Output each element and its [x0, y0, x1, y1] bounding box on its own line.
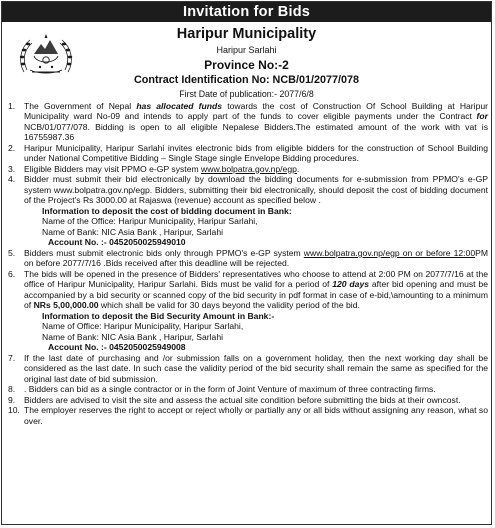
bank-doc-account: Account No. :- 0452050025949010	[48, 237, 186, 248]
notice-banner: Invitation for Bids	[2, 2, 491, 22]
egp-link[interactable]: www.bolpatra.gov.np/egp	[201, 163, 297, 174]
clause-text	[24, 248, 488, 269]
bank-security-office: Name of Office: Haripur Municipality, Haripur Sarlahi,	[42, 321, 244, 332]
bank-doc-heading: Information to deposit the cost of bidding document in Bank:	[42, 205, 292, 216]
clause-text-part: which shall be valid for 30 days beyond the validity period of the bid.	[98, 300, 360, 311]
notice-body	[8, 101, 488, 426]
clause-number: 8.	[8, 384, 16, 395]
clause-text-part: The Government of Nepal	[24, 101, 137, 111]
clause-text-part: NCB/01/077/078. Bidding is open to all eligible Nepalese Bidders.The estimated amount of the work with vat is 16755987.36	[24, 121, 488, 143]
municipality-name: Haripur Municipality	[176, 26, 317, 42]
bank-doc-info	[8, 206, 488, 248]
clause-emphasis: for	[476, 111, 488, 122]
clause-5	[8, 248, 488, 269]
clause-4	[8, 174, 488, 205]
clause-text-part: Eligible Bidders may visit PPMO e-GP system	[24, 163, 202, 174]
clause-text-part: Bidders must submit electronic bids only through PPMO's e-GP system	[24, 247, 304, 258]
clause-text	[24, 269, 488, 311]
security-amount: NRs 5,00,000.00	[33, 300, 99, 311]
clause-2	[8, 143, 488, 164]
clause-emphasis: has allocated funds	[136, 101, 223, 111]
clause-text-part: after bid opening and must be accompanied by a bid security or scanned copy of the bid security in pdf format in case of e-bid,\amounting to a minimum of	[24, 279, 488, 311]
clause-text: Bidders are advised to visit the site and assess the actual site condition before submitting the bids at their owncost.	[24, 394, 461, 405]
clause-text: Bidder must submit their bid electronically by download the bidding documents for e-submission from PPMO's e-GP system www.bolpatra.gov.np/egp. Bidders, submitting their bid electronically, should deposit the cost of bidding document of the Project's Rs 3000.00 at Rajaswa (revenue) account as specified below .	[24, 174, 488, 206]
clause-8	[8, 384, 488, 394]
validity-days: 120 days	[332, 279, 370, 290]
bank-security-account: Account No. :- 0452050025949008	[48, 342, 186, 353]
bank-security-info	[8, 311, 488, 353]
clause-9	[8, 395, 488, 405]
bid-notice	[1, 1, 492, 525]
clause-number: 7.	[8, 353, 16, 363]
clause-text	[24, 101, 488, 143]
clause-text: . Bidders can bid as a single contractor or in the form of Joint Venture of maximum of three contracting firms.	[24, 384, 436, 395]
clause-text-part: The bids will be opened in the presence of Bidders' representatives who choose to attend at 2:00 PM on 2077/7/16 at the office of Haripur Municipality, Haripur Sarlahi. Bids must be valid for a period of	[24, 268, 488, 290]
clause-number: 3.	[8, 163, 16, 174]
clause-number: 1.	[8, 101, 16, 111]
clause-number: 5.	[8, 247, 16, 258]
clause-3	[8, 164, 488, 174]
clause-number: 2.	[8, 142, 16, 153]
clause-number: 4.	[8, 174, 16, 185]
clause-text-part: .	[296, 163, 300, 174]
clause-6	[8, 269, 488, 311]
clause-text-part: PM on before 2077/7/16 .Bids received after this deadline will be rejected.	[24, 247, 488, 269]
clause-text	[24, 164, 488, 174]
clause-number: 6.	[8, 268, 16, 279]
bank-doc-office: Name of the Office: Haripur Municipality, Haripur Sarlahi,	[42, 216, 258, 227]
clause-text: Haripur Municipality, Haripur Sarlahi invites electronic bids from eligible bidders for the construction of School Building under National Competitive Bidding – Single Stage single Envelope Bidding procedures.	[24, 142, 488, 164]
clause-10	[8, 405, 488, 426]
province-number: Province No:-2	[204, 58, 289, 72]
egp-deadline-link[interactable]: www.bolpatra.gov.np/egp on or before 12:00	[303, 247, 476, 258]
bank-security-bank: Name of Bank: NIC Asia Bank , Haripur, Sarlahi	[42, 331, 224, 342]
clause-text-part: towards the cost of Construction Of School Building at Haripur Municipality ward No-09 and intends to apply part of the funds to cover eligible payments under the Contract	[24, 101, 488, 122]
clause-7	[8, 353, 488, 384]
contract-identification: Contract Identification No: NCB/01/2077/078	[134, 74, 359, 86]
municipality-location: Haripur Sarlahi	[216, 45, 277, 55]
publication-date: First Date of publication:- 2077/6/8	[179, 89, 314, 99]
clause-number: 9.	[8, 394, 16, 405]
clause-text: If the last date of purchasing and /or submission falls on a government holiday, then the next working day shall be considered as the last date. In such case the validity period of the bid security shall remain the same as specified for the original last date of bid submission.	[24, 353, 488, 384]
bank-security-heading: Information to deposit the Bid Security Amount in Bank:-	[42, 310, 275, 321]
bank-doc-bank: Name of Bank: NIC Asia Bank , Haripur, Sarlahi	[42, 226, 224, 237]
clause-number: 10.	[8, 405, 20, 416]
clause-text: The employer reserves the right to accept or reject wholly or partially any or all bids without assigning any reason, what so over.	[24, 405, 488, 426]
clause-1	[8, 101, 488, 143]
